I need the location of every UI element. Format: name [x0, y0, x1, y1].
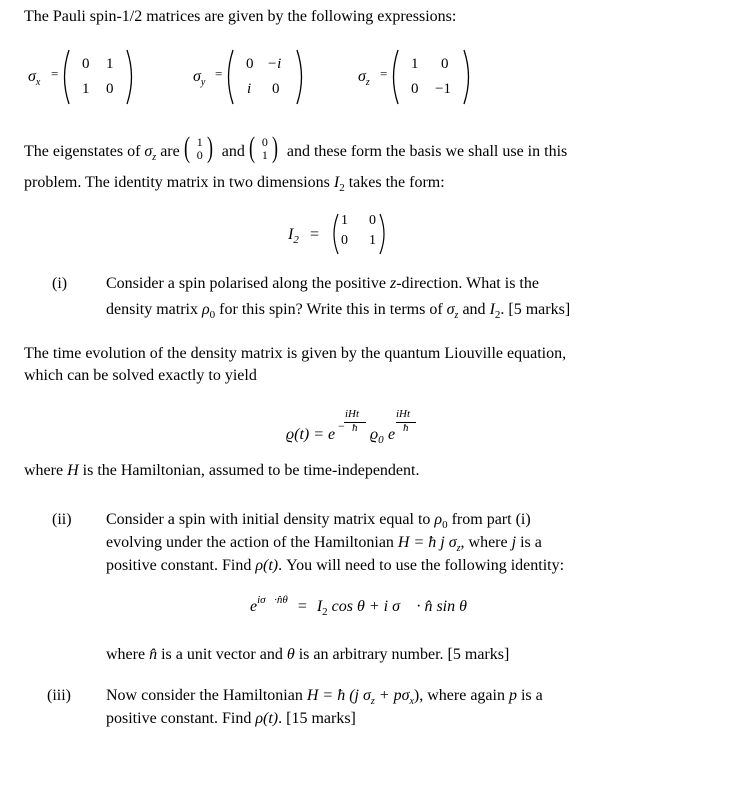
left-paren-icon: [222, 48, 236, 106]
hamiltonian-def-line: where H is the Hamiltonian, assumed to be time-independent.: [24, 462, 420, 479]
matrix-entry: 1: [82, 81, 90, 97]
sigma-z-equals: =: [380, 66, 388, 81]
matrix-entry: 1: [341, 213, 348, 228]
matrix-entry: i: [247, 81, 252, 97]
matrix-entry: 1: [369, 233, 376, 248]
exponent-denominator: ħ: [352, 422, 358, 434]
eigenvector-down: ( 0 1 ): [248, 131, 278, 164]
right-paren-icon: [378, 212, 390, 256]
exponent-numerator: iHt: [396, 408, 411, 420]
identity-symbol: $I_2$: [288, 226, 299, 246]
part-ii-line1: Consider a spin with initial density matrix equal to $\rho_0$ from part (i): [106, 511, 531, 531]
rho-zero: $ϱ_0$: [370, 426, 384, 446]
matrix-entry: 0: [82, 56, 90, 72]
evolution-line1: The time evolution of the density matrix is given by the quantum Liouville equation,: [24, 345, 567, 362]
matrix-entry: 1: [106, 56, 114, 72]
identity-intro-line: problem. The identity matrix in two dimensions $I_2$ takes the form:: [24, 174, 445, 194]
matrix-entry: −i: [267, 56, 282, 72]
matrix-entry: 0: [341, 233, 348, 248]
matrix-entry: 0: [411, 81, 419, 97]
sigma-y-equals: =: [215, 66, 223, 81]
left-paren-icon: [58, 48, 72, 106]
exp-e: e: [388, 426, 396, 443]
sigma-z-symbol: $\sigma_z$: [358, 68, 370, 88]
sigma-y-symbol: $\sigma_y$: [193, 68, 206, 88]
exponent-minus: −: [338, 419, 345, 433]
exponent-denominator: ħ: [403, 422, 409, 434]
part-iii-label: (iii): [47, 687, 71, 704]
part-i-line2: density matrix $\rho_0$ for this spin? Write this in terms of $\sigma_z$ and $I_2$. [5 marks]: [106, 301, 571, 321]
matrix-entry: 0: [369, 213, 376, 228]
sigma-x-symbol: $\sigma_x$: [28, 68, 41, 88]
unit-vector-line: where n̂ is a unit vector and θ is an arbitrary number. [5 marks]: [106, 646, 510, 663]
part-ii-line3: positive constant. Find ρ(t). You will need to use the following identity:: [106, 557, 565, 574]
part-iii-line1: Now consider the Hamiltonian H = ħ (j $\sigma_z + p\sigma_x$), where again p is a: [106, 687, 543, 707]
intro-text: The Pauli spin-1/2 matrices are given by the following expressions:: [24, 8, 457, 25]
matrix-entry: 0: [246, 56, 254, 72]
evolution-line2: which can be solved exactly to yield: [24, 367, 257, 384]
exponent-numerator: iHt: [345, 408, 360, 420]
euler-identity: $e^{i\sigma⃗\cdot n̂\theta} = I_2$ cos θ + i σ⃗ · n̂ sin θ: [250, 594, 467, 618]
matrix-entry: 0: [272, 81, 280, 97]
eigenstates-line: The eigenstates of $\sigma_z$ are ( 1 0 ) and ( 0 1 ) and these form the basis we shall use in this: [24, 131, 568, 164]
matrix-entry: 1: [411, 56, 419, 72]
part-i-line1: Consider a spin polarised along the positive z-direction. What is the: [106, 275, 539, 292]
right-paren-icon: [461, 48, 475, 106]
matrix-entry: −1: [435, 81, 451, 97]
sigma-x-equals: =: [51, 66, 59, 81]
part-i-label: (i): [52, 275, 68, 292]
identity-equals: =: [310, 226, 320, 243]
right-paren-icon: [124, 48, 138, 106]
part-ii-line2: evolving under the action of the Hamiltonian H = ħ j $\sigma_z$, where j is a: [106, 534, 542, 554]
part-iii-line2: positive constant. Find ρ(t). [15 marks]: [106, 710, 356, 727]
matrix-entry: 0: [106, 81, 114, 97]
matrix-entry: 0: [441, 56, 449, 72]
left-paren-icon: [387, 48, 401, 106]
right-paren-icon: [294, 48, 308, 106]
part-ii-label: (ii): [52, 511, 72, 528]
left-paren-icon: [328, 212, 340, 256]
eigenvector-up: ( 1 0 ): [183, 131, 213, 164]
rho-t-lhs: ϱ(t) = e: [286, 426, 336, 443]
